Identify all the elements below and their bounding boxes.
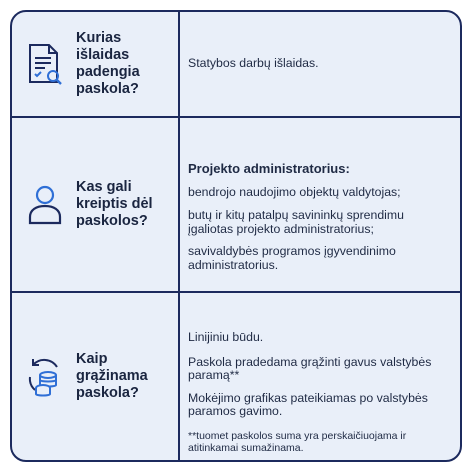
answer-heading: Projekto administratorius:: [188, 161, 350, 176]
column-divider: [178, 118, 180, 291]
answer-cell: [188, 293, 450, 460]
row-expenses: [12, 12, 460, 118]
question-cell: [12, 293, 178, 460]
answer-cell: [188, 118, 450, 291]
person-icon: [26, 182, 64, 228]
question-text: Kas gali kreiptis dėl paskolos?: [76, 179, 153, 229]
answer-item: Mokėjimo grafikas pateikiamas po valstybės paramos gavimo.: [188, 390, 428, 418]
coins-refresh-icon: [26, 354, 64, 400]
row-applicants: [12, 118, 460, 293]
answer-cell: [188, 12, 450, 116]
footnote: **tuomet paskolos suma yra perskaičiuojama ir atitinkamai sumažinama.: [188, 429, 407, 454]
question-text: Kurias išlaidas padengia paskola?: [76, 30, 140, 97]
question-cell: [12, 12, 178, 116]
row-repayment: [12, 293, 460, 460]
column-divider: [178, 293, 180, 460]
answer-text: Statybos darbų išlaidas.: [188, 56, 319, 71]
document-search-icon: [26, 41, 64, 87]
answer-item: Linijiniu būdu.: [188, 330, 264, 344]
question-cell: [12, 118, 178, 291]
answer-item: bendrojo naudojimo objektų valdytojas;: [188, 184, 401, 199]
answer-item: Paskola pradedama grąžinti gavus valstybės paramą**: [188, 354, 432, 382]
answer-item: butų ir kitų patalpų savininkų sprendimu įgaliotas projekto administratorius;: [188, 208, 405, 236]
column-divider: [178, 12, 180, 116]
info-card: [10, 10, 462, 462]
answer-item: savivaldybės programos įgyvendinimo administratorius.: [188, 244, 396, 272]
question-text: Kaip grąžinama paskola?: [76, 351, 148, 401]
